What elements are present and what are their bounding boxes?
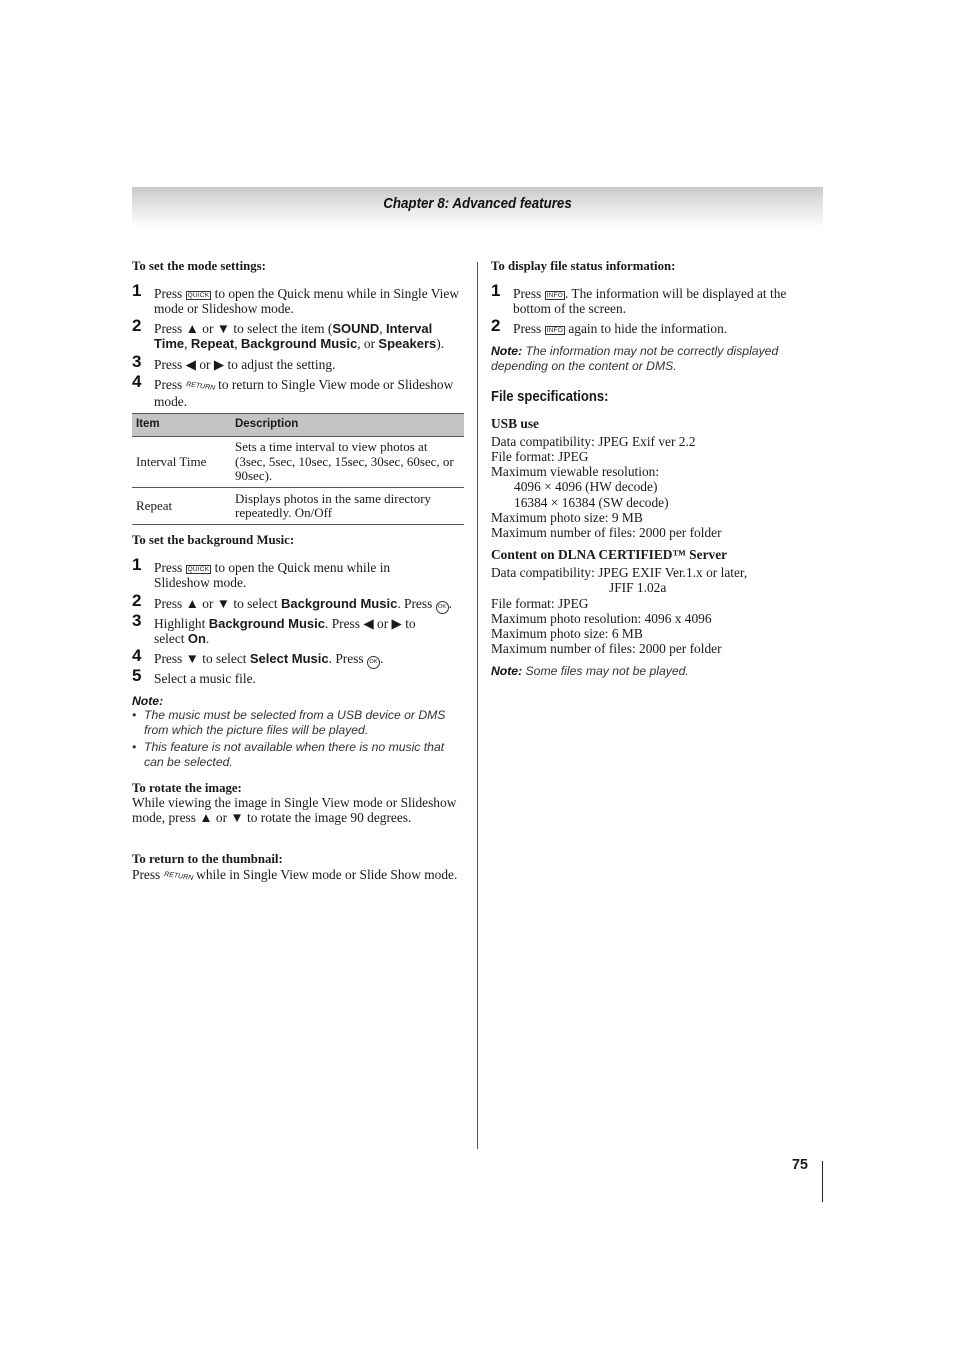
chapter-title: Chapter 8: Advanced features [383, 196, 572, 212]
right-arrow-icon: ▶ [213, 357, 225, 372]
ok-button-icon: OK [436, 601, 449, 614]
usb-spec-line: File format: JPEG [491, 449, 589, 464]
usb-use-heading: USB use [491, 416, 539, 431]
dlna-spec-line: File format: JPEG [491, 596, 589, 611]
step-text: or [199, 357, 211, 372]
up-arrow-icon: ▲ [185, 321, 199, 336]
menu-item-background-music: Background Music [240, 336, 358, 352]
usb-spec-line: Maximum photo size: 9 MB [491, 510, 643, 525]
step-text: to select [154, 616, 416, 647]
step-text: Press [154, 357, 183, 372]
page-number-rule [822, 1161, 823, 1202]
table-cell: Displays photos in the same directory repeatedly. On/Off [231, 488, 464, 525]
step-text: to select the item ( [233, 321, 333, 336]
step-text: to select [233, 596, 278, 611]
table-cell: Repeat [132, 488, 231, 525]
step-text: again to hide the information. [568, 321, 728, 336]
step-text: . Press [397, 596, 433, 611]
info-key-icon: INFO [546, 292, 563, 299]
step-text: or [377, 616, 389, 631]
column-divider [477, 262, 478, 1149]
dlna-spec-line: Maximum photo size: 6 MB [491, 626, 643, 641]
table-row [132, 437, 464, 488]
left-arrow-icon: ◀ [185, 357, 196, 372]
dlna-heading: Content on DLNA CERTIFIED™ Server [491, 547, 728, 562]
menu-item-interval-time: Interval Time [154, 321, 433, 352]
ok-button-icon: OK [367, 656, 380, 669]
rotate-text: While viewing the image in Single View mode or Slideshow mode, press ▲ or ▼ to rotate the image 90 degrees. [132, 795, 457, 826]
page-number: 75 [791, 1157, 808, 1173]
up-arrow-icon: ▲ [185, 596, 199, 611]
step-number: 1 [491, 281, 501, 300]
step-number: 3 [132, 352, 142, 371]
dlna-spec-line: Maximum number of files: 2000 per folder [491, 641, 722, 656]
right-arrow-icon: ▶ [391, 616, 402, 631]
status-note: Note: The information may not be correctly displayed depending on the content or DMS. [491, 344, 779, 374]
quick-key-icon: QUICK [187, 566, 210, 573]
left-arrow-icon: ◀ [363, 616, 374, 631]
step-text: Press [154, 651, 183, 666]
info-key-icon: INFO [546, 327, 563, 334]
table-row [132, 488, 464, 525]
table-header-description: Description [231, 414, 464, 437]
step-text: to open the Quick menu while in Slideshow mode. [154, 560, 391, 591]
option-on: On [187, 631, 206, 647]
step-text: or [202, 321, 214, 336]
step-text: . Press [325, 616, 360, 631]
table-cell: Interval Time [132, 437, 231, 488]
mode-settings-table [132, 413, 464, 525]
menu-item-background-music: Background Music [281, 596, 398, 611]
step-text: Press [513, 321, 542, 336]
step-text: Select a music file. [154, 671, 256, 686]
step-number: 3 [132, 611, 142, 630]
menu-item-background-music: Background Music [208, 616, 325, 631]
step-text: to open the Quick menu while in Single View mode or Slideshow mode. [154, 286, 459, 317]
step-text: Press [154, 286, 183, 301]
dlna-spec-line: Data compatibility: JPEG EXIF Ver.1.x or later, [491, 565, 748, 580]
step-text: . The information will be displayed at the bottom of the screen. [513, 286, 787, 317]
mode-settings-heading: To set the mode settings: [132, 259, 266, 273]
usb-spec-line: 4096 × 4096 (HW decode) [514, 479, 658, 494]
usb-spec-line: Maximum viewable resolution: [491, 464, 660, 479]
quick-key-icon: QUICK [187, 292, 210, 299]
down-arrow-icon: ▼ [216, 596, 231, 611]
final-note: Note: Some files may not be played. [491, 664, 689, 678]
menu-item-repeat: Repeat [190, 336, 235, 352]
step-number: 4 [132, 372, 142, 391]
table-header-item: Item [132, 414, 231, 437]
step-text: Press [154, 560, 183, 575]
step-text: Press [154, 321, 183, 336]
usb-spec-line: Maximum number of files: 2000 per folder [491, 525, 722, 540]
file-status-heading: To display file status information: [491, 259, 676, 273]
step-text: to select [202, 651, 247, 666]
down-arrow-icon: ▼ [216, 321, 231, 336]
menu-item-sound: SOUND [332, 321, 380, 336]
file-specifications-heading: File specifications: [491, 389, 609, 405]
step-text: to adjust the setting. [227, 357, 336, 372]
step-text: or [202, 596, 214, 611]
step-number: 2 [491, 316, 501, 335]
step-number: 1 [132, 281, 142, 300]
step-number: 2 [132, 591, 142, 610]
down-arrow-icon: ▼ [185, 651, 199, 666]
step-number: 4 [132, 646, 142, 665]
menu-item-speakers: Speakers [378, 336, 437, 352]
step-text: Highlight [154, 616, 206, 631]
step-text: . Press [328, 651, 364, 666]
note-label: Note: [132, 694, 164, 708]
table-cell: Sets a time interval to view photos at (3sec, 5sec, 10sec, 15sec, 30sec, 60sec, or 90sec). [231, 437, 464, 488]
step-text: Press [154, 596, 183, 611]
step-number: 1 [132, 555, 142, 574]
usb-spec-line: 16384 × 16384 (SW decode) [514, 495, 669, 510]
step-number: 5 [132, 666, 142, 685]
thumbnail-text: Press RETURN while in Single View mode or Slide Show mode. [132, 867, 462, 884]
return-key-icon: RETURN [185, 381, 216, 392]
step-text: to return to Single View mode or Slideshow mode. [154, 377, 454, 410]
dlna-spec-line: Maximum photo resolution: 4096 x 4096 [491, 611, 712, 626]
rotate-heading: To rotate the image: [132, 781, 242, 795]
dlna-spec-line: JFIF 1.02a [609, 580, 667, 595]
thumbnail-heading: To return to the thumbnail: [132, 852, 283, 866]
return-key-icon: RETURN [163, 871, 194, 882]
step-text: Press [154, 377, 183, 392]
step-text: Press [513, 286, 542, 301]
usb-spec-line: Data compatibility: JPEG Exif ver 2.2 [491, 434, 696, 449]
table-header-row [132, 414, 464, 437]
menu-item-select-music: Select Music [249, 651, 329, 666]
step-number: 2 [132, 316, 142, 335]
background-music-heading: To set the background Music: [132, 533, 295, 547]
